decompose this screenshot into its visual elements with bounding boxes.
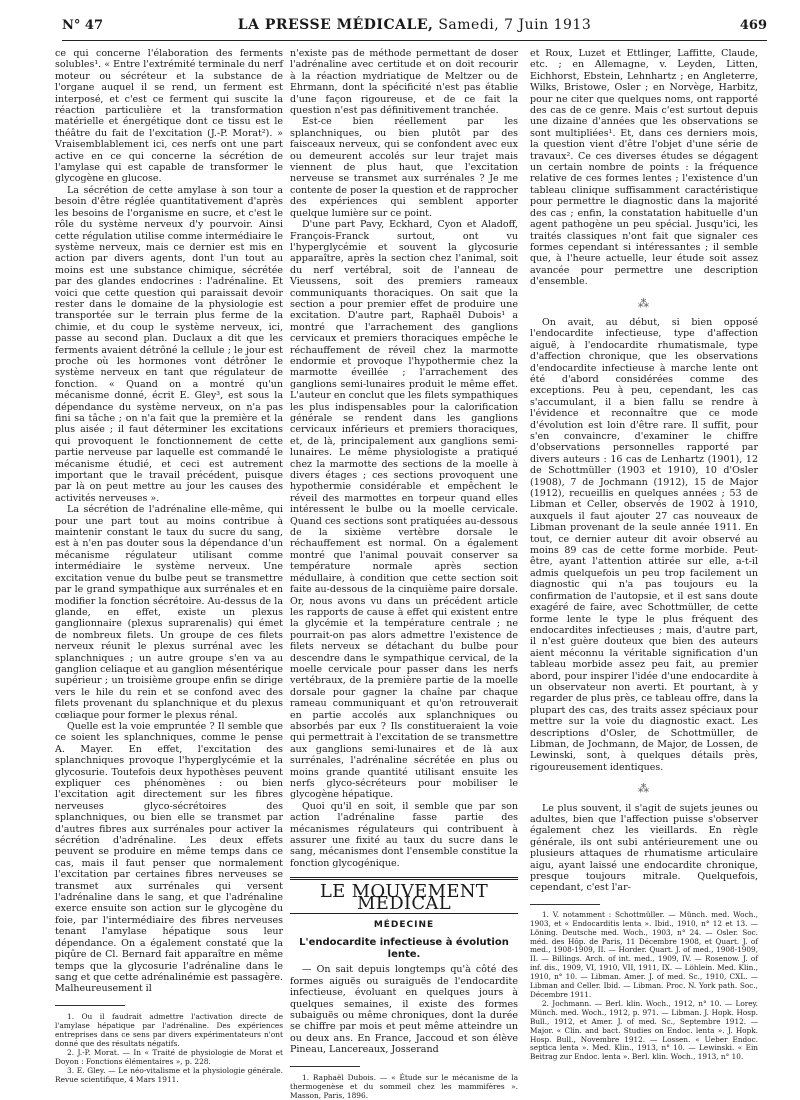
- paragraph: et Roux, Luzet et Ettlinger, Laffitte, Claude, etc. ; en Allemagne, v. Leyden, Litten, Eichhorst, Ebstein, Lehnhartz ; en Angleterre, Wilks, Bristowe, Osler ; en Norvège, Harbitz, pour ne citer que quelques noms, ont rapporté des cas de ce genre. Mais c'est surtout depuis une dizaine d'années que les observations se sont multipliées¹. Et, dans ces derniers mois, la question vient d'être l'objet d'une série de travaux². Ce ces diverses études se dégagent un certain nombre de points : la fréquence relative de ces formes lentes ; l'existence d'un tableau clinique suffisamment caractéristique pour permettre le diagnostic dans la majorité des cas ; enfin, la constatation habituelle d'un agent pathogène un peu spécial. Jusqu'ici, les traités classiques n'ont fait que signaler ces formes cependant si intéressantes ; il semble que, à l'heure actuelle, leur étude soit assez avancée pour permettre une description d'ensemble.: [530, 48, 758, 288]
- paragraph: Quelle est la voie empruntée ? Il semble que ce soient les splanchniques, comme le pense A. Mayer. En effet, l'excitation des splanchniques provoque l'hyperglycémie et la glycosurie. Toutefois deux hypothèses peuvent expliquer ces phénomènes : ou bien l'excitation agit directement sur les fibres nerveuses glyco-sécrétoires des splanchniques, ou bien elle se transmet par d'autres fibres aux surrénales pour activer la sécrétion d'adrénaline. Les deux effets peuvent se produire en même temps dans ce cas, mais il faut penser que normalement l'excitation par certaines fibres nerveuses se transmet aux surrénales qui versent l'adrénaline dans le sang, et que l'adrénaline exerce ensuite son action sur le glycogène du foie, par l'intermédiaire des fibres nerveuses tenant l'amylase hépatique sous leur dépendance. On a également constaté que la piqûre de Cl. Bernard fait apparaître en même temps que la glycosurie l'adrénaline dans le sang et que cette adrénalinémie est passagère. Malheureusement il: [55, 720, 283, 995]
- footnote-divider: [55, 1005, 125, 1006]
- footnote: 1. Raphaël Dubois. — « Étude sur le mécanisme de la thermogenèse et du sommeil chez les mammifères ». Masson, Paris, 1896.: [290, 1072, 518, 1100]
- article-lead: — On sait depuis longtemps qu'à côté des formes aiguës ou suraiguës de l'endocardite infectieuse, évoluant en quelques jours à quelques semaines, il existe des formes subaiguës ou même chroniques, dont la durée se chiffre par mois et peut même atteindre un ou deux ans. En France, Jaccoud et son élève Pineau, Lancereaux, Josserand: [290, 964, 518, 1056]
- section-separator: ⁂: [638, 296, 650, 310]
- reference-note: 1. V. notamment : Schottmüller. — Münch. med. Woch., 1903, et « Endocarditis lenta ». Ibid., 1910, n° 12 et 13. — Löning. Deutsche med. Woch., 1903, n° 24. — Osler. Soc. méd. des Hôp. de Paris, 11 Décembre 1908, et Quart. J. of med., 1908-1909, II. — Horder. Quart. J. of med., 1908-1909, II. — Billings. Arch. of int. med., 1909, IV. — Rosenow. J. of inf. dis., 1909, VI, 1910, VII, 1911, IX. — Löhlein. Med. Klin., 1910, n° 10. — Libman. Amer. J. of med. Sc., 1910, CXL. — Libman and Celler. Ibid. — Libman. Proc. N. York path. Soc., Décembre 1911.: [530, 909, 758, 999]
- paragraph: n'existe pas de méthode permettant de doser l'adrénaline avec certitude et on doit recourir à la réaction mydriatique de Meltzer ou de Ehrmann, dont la spécificité n'est pas établie d'une façon rigoureuse, et de ce fait la question n'est pas définitivement tranchée.: [290, 48, 518, 117]
- footnote-divider: [290, 1066, 360, 1067]
- journal-title: LA PRESSE MÉDICALE,: [237, 17, 434, 33]
- column-3: [530, 48, 758, 1074]
- paragraph: ce qui concerne l'élaboration des ferments solubles¹. « Entre l'extrémité terminale du nerf moteur ou sécréteur et la substance de l'organe auquel il se rend, un ferment est interposé, et c'est ce ferment qui suscite la réaction particulière et la transformation matérielle et énergétique dont ce tissu est le théâtre du fait de l'excitation (J.-P. Morat²). » Vraisemblablement ici, ces nerfs ont une part active en ce qui concerne la sécrétion de l'amylase qui est capable de transformer le glycogène en glucose.: [55, 48, 283, 185]
- journal-title-line: [62, 17, 767, 33]
- column-1: [55, 48, 283, 1084]
- footnote: 3. E. Gley. — Le néo-vitalisme et la physiologie générale. Revue scientifique, 4 Mars 1911.: [55, 1065, 283, 1084]
- issue-number: N° 47: [62, 18, 103, 33]
- section-separator: ⁂: [638, 782, 650, 796]
- page-number: 469: [739, 18, 767, 33]
- paragraph: Est-ce bien réellement par les splanchniques, ou bien plutôt par des faisceaux nerveux, qui se confondent avec eux ou demeurent accolés sur leur trajet mais viennent de plus haut, que l'excitation nerveuse se transmet aux surrénales ? Je me contente de poser la question et de rapprocher des expériences qui semblent apporter quelque lumière sur ce point.: [290, 116, 518, 219]
- section-subtitle: MÉDECINE: [373, 920, 435, 931]
- paragraph: La sécrétion de l'adrénaline elle-même, qui pour une part tout au moins contribue à maintenir constant le taux du sucre du sang, est à n'en pas douter sous la dépendance d'un mécanisme régulateur utilisant comme intermédiaire le système nerveux. Une excitation venue du bulbe peut se transmettre par le grand sympathique aux surrénales et en modifier la fonction sécrétoire. Au-dessus de la glande, en effet, existe un plexus ganglionnaire (plexus suprarenalis) qui émet de nombreux filets. Un groupe de ces filets nerveux réunit le plexus surrénal avec les splanchniques ; un autre groupe s'en va au ganglion celiaque et au ganglion mésentérique supérieur ; un troisième groupe enfin se dirige vers le hile du rein et se confond avec des filets provenant du splanchnique et du plexus cœliaque pour former le plexus rénal.: [55, 504, 283, 721]
- footnote-divider: [530, 904, 600, 905]
- paragraph: D'une part Pavy, Eckhard, Cyon et Aladoff, François-Franck surtout, ont vu l'hyperglycémie et souvent la glycosurie apparaître, après la section chez l'animal, soit du nerf vertébral, soit de l'anneau de Vieussens, soit des premiers rameaux communiquants thoraciques. On sait que la section a pour premier effet de produire une excitation. D'autre part, Raphaël Dubois¹ a montré que l'arrachement des ganglions cervicaux et premiers thoraciques empêche le réchauffement de réveil chez la marmotte endormie et provoque l'hypothermie chez la marmotte éveillée ; l'arrachement des ganglions semi-lunaires produit le même effet. L'auteur en conclut que les filets sympathiques les plus indispensables pour la calorification générale se rendent dans les ganglions cervicaux inférieurs et premiers thoraciques, et, de là, principalement aux ganglions semi-lunaires. Le même physiologiste a pratiqué chez la marmotte des sections de la moelle à divers étages ; ces sections provoquent une hypothermie considérable et empêchent le réveil des marmottes en torpeur quand elles intéressent le bulbe ou la moelle cervicale. Quand ces sections sont pratiquées au-dessous de la sixième vertèbre dorsale le réchauffement est normal. On a également montré que l'animal pouvait conserver sa température normale après section médullaire, à condition que cette section soit faite au-dessous de la cinquième paire dorsale. Or, nous avons vu dans un précédent article les rapports de cause à effet qui existent entre la glycémie et la température centrale ; ne pourrait-on pas alors admettre l'existence de filets nerveux se détachant du bulbe pour descendre dans le sympathique cervical, de la moelle cervicale pour passer dans les nerfs vertébraux, de la première partie de la moelle dorsale pour gagner la chaîne par chaque rameau communiquant et qu'on retrouverait en partie accolés aux splanchniques ou absorbés par eux ? Ils constitueraient la voie qui permettrait à l'excitation de se transmettre aux ganglions semi-lunaires et de là aux surrénales, l'adrénaline sécrétée en plus ou moins grande quantité utilisant ensuite les nerfs glyco-sécréteurs pour mobiliser le glycogène hépatique.: [290, 219, 518, 801]
- issue-date: Samedi, 7 Juin 1913: [438, 17, 592, 33]
- running-header: [62, 14, 767, 41]
- paragraph: Quoi qu'il en soit, il semble que par son action l'adrénaline fasse partie des mécanismes régulateurs qui contribuent à assurer une fixité au taux du sucre dans le sang, mécanismes dont l'ensemble constitue la fonction glycogénique.: [290, 800, 518, 869]
- footnote: 1. Ou il faudrait admettre l'activation directe de l'amylase hépatique par l'adrénaline. Des expériences entreprises dans ce sens par divers expérimentateurs n'ont donné que des résultats négatifs.: [55, 1011, 283, 1048]
- paragraph: On avait, au début, si bien opposé l'endocardite infectieuse, type d'affection aiguë, à l'endocardite rhumatismale, type d'affection chronique, que les observations d'endocardite infectieuse à marche lente ont été d'abord considérées comme des exceptions. Peu à peu, cependant, les cas s'accumulant, il a bien fallu se rendre à l'évidence et reconnaître que ce mode d'évolution est loin d'être rare. Il suffit, pour s'en convaincre, d'examiner le chiffre d'observations personnelles rapporté par divers auteurs : 16 cas de Lenhartz (1901), 12 de Schottmüller (1903 et 1910), 10 d'Osler (1908), 7 de Jochmann (1912), 15 de Major (1912), recueillis en quelques années ; 53 de Libman et Celler, observés de 1902 à 1910, auxquels il faut ajouter 27 cas nouveaux de Libman provenant de la seule année 1911. En tout, ce dernier auteur dit avoir observé au moins 89 cas de cette forme morbide. Peut-être, ayant l'attention attirée sur elle, a-t-il admis quelquefois un peu trop facilement un diagnostic qui n'a pas toujours eu la confirmation de l'autopsie, et il est sans doute exagéré de faire, avec Schottmüller, de cette forme lente le type le plus fréquent des endocardites infectieuses ; mais, d'autre part, il n'est guère douteux que bien des auteurs aient méconnu la véritable signification d'un tableau morbide assez peu fait, au premier abord, pour inspirer l'idée d'une endocardite à un observateur non averti. Et pourtant, à y regarder de plus près, ce tableau offre, dans la plupart des cas, des traits assez spéciaux pour mettre sur la voie du diagnostic exact. Les descriptions d'Osler, de Schottmüller, de Libman, de Jochmann, de Major, de Lossen, de Lewinski, sont, à quelques détails près, rigoureusement identiques.: [530, 316, 758, 773]
- paragraph: Le plus souvent, il s'agit de sujets jeunes ou adultes, bien que l'affection puisse s'observer également chez les vieillards. En règle générale, ils ont subi antérieurement une ou plusieurs attaques de rhumatisme articulaire aigu, ayant laissé une endocardite chronique, presque toujours mitrale. Quelquefois, cependant, c'est l'ar-: [530, 802, 758, 894]
- reference-note: 2. Jochmann. — Berl. klin. Woch., 1912, n° 10. — Lorey. Münch. med. Woch., 1912, p. 971. — Libman. J. Hopk. Hosp. Bull., 1912, et Amer. J. of med. Sc., Septembre 1912. — Major. « Clin. and bact. Studies on Endoc. lenta ». J. Hopk. Hosp. Bull., Novembre 1912. — Lossen. « Ueber Endoc. septica lenta ». Med. Klin., 1913, n° 10. — Lewinski. « Ein Beitrag zur Endoc. lenta ». Berl. klin. Woch., 1913, n° 10.: [530, 998, 758, 1062]
- article-title: L'endocardite infectieuse à évolution lente.: [299, 937, 509, 960]
- paragraph: La sécrétion de cette amylase à son tour a besoin d'être réglée quantitativement d'après les besoins de l'organisme en sucre, et c'est le rôle du système nerveux d'y pourvoir. Ainsi cette régulation utilise comme intermédiaire le système nerveux, mais ce dernier est mis en action par divers agents, dont l'un tout au moins est une substance chimique, sécrétée par des glandes endocrines : l'adrénaline. Et voici que cette question qui paraissait devoir rester dans le domaine de la physiologie est transportée sur le terrain plus ferme de la chimie, et du coup le système nerveux, ici, passe au second plan. Duclaux a dit que les ferments avaient détrôné la cellule ; le jour est proche où les hormones vont détrôner le système nerveux en tant que régulateur de fonction. « Quand on a montré qu'un mécanisme donné, écrit E. Gley³, est sous la dépendance du système nerveux, on n'a pas fini sa tâche ; on n'a fait que la première et la plus aisée ; il faut déterminer les excitations qui provoquent le fonctionnement de cette partie nerveuse par laquelle est commandé le mécanisme étudié, et ceci est autrement important que le travail précédent, puisque par là on peut mettre au jour les causes des activités nerveuses ».: [55, 184, 283, 504]
- column-2: [290, 48, 518, 1100]
- section-title: LE MOUVEMENT MÉDICAL: [290, 877, 518, 914]
- footnote: 2. J.-P. Morat. — In « Traité de physiologie de Morat et Doyon : Fonctions élémentaires », p. 228.: [55, 1047, 283, 1066]
